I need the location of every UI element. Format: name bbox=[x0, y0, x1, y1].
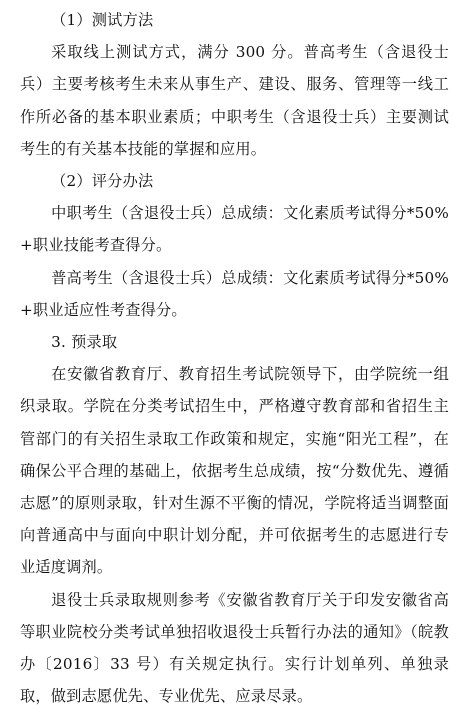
section-heading-pre-admission: 3. 预录取 bbox=[51, 333, 118, 352]
paragraph-pre-admission: 在安徽省教育厅、教育招生考试院领导下，由学院统一组织录取。学院在分类考试招生中，严格遵守教育部和省招生主管部门的有关招生录取工作政策和规定，实施“阳光工程”，在确保公平合理的基础上，依据考生总成绩，按“分数优先、遵循志愿”的原则录取，针对生源不平衡的情况，学院将适当调整面向普通高中与面向中职计划分配，并可依据考生的志愿进行专业适度调剂。 bbox=[20, 365, 449, 577]
paragraph-scoring-vocational: 中职考生（含退役士兵）总成绩：文化素质考试得分*50%+职业技能考查得分。 bbox=[20, 204, 449, 255]
paragraph-veteran-admission: 退役士兵录取规则参考《安徽省教育厅关于印发安徽省高等职业院校分类考试单独招收退役士兵暂行办法的通知》（皖教办〔2016〕33 号）有关规定执行。实行计划单列、单独录取，做到志愿优先、专业优先、应录尽录。 bbox=[20, 590, 449, 706]
paragraph-scoring-general-high: 普高考生（含退役士兵）总成绩：文化素质考试得分*50%+职业适应性考查得分。 bbox=[20, 268, 449, 319]
paragraph-test-method: 采取线上测试方式，满分 300 分。普高考生（含退役士兵）主要考核考生未来从事生产、建设、服务、管理等一线工作所必备的基本职业素质；中职考生（含退役士兵）主要测试考生的有关基本技能的掌握和应用。 bbox=[20, 43, 449, 158]
section-heading-scoring-method: （2）评分办法 bbox=[51, 172, 154, 191]
section-heading-test-method: （1）测试方法 bbox=[51, 11, 154, 29]
